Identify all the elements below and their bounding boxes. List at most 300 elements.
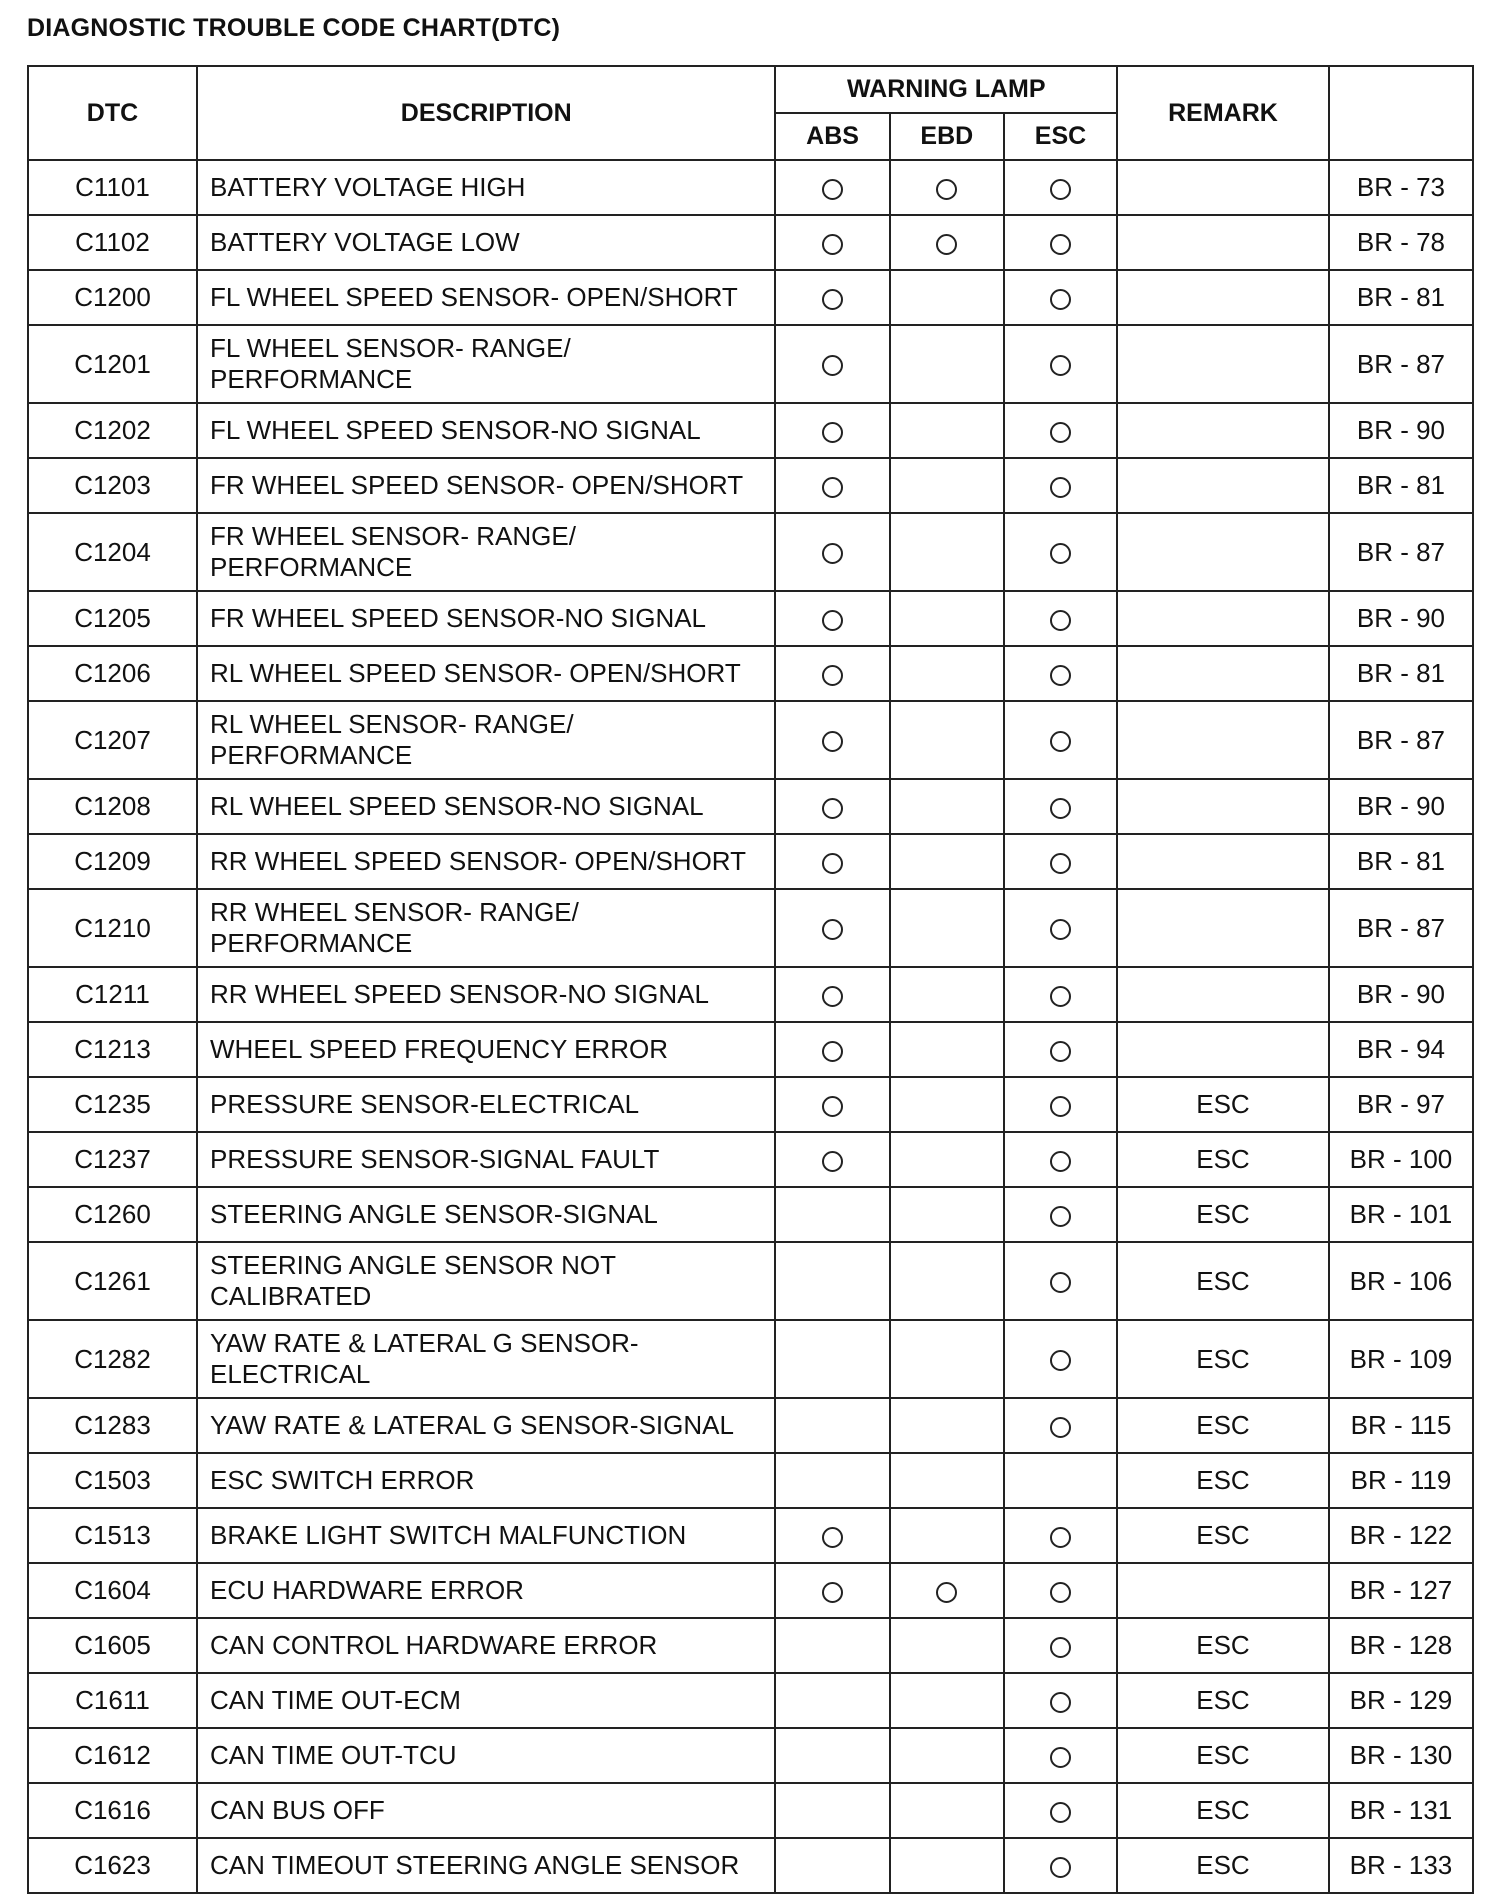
- circle-mark-icon: [822, 986, 843, 1007]
- lamp-esc-cell: [1004, 1187, 1117, 1242]
- circle-mark-icon: [1050, 1206, 1071, 1227]
- lamp-ebd-cell: [890, 834, 1004, 889]
- lamp-ebd-cell: [890, 1187, 1004, 1242]
- circle-mark-icon: [1050, 477, 1071, 498]
- remark-cell: [1117, 779, 1329, 834]
- header-reference: [1329, 66, 1473, 160]
- description-line: BATTERY VOLTAGE HIGH: [210, 172, 526, 202]
- dtc-code-cell: C1102: [28, 215, 197, 270]
- remark-cell: [1117, 513, 1329, 591]
- circle-mark-icon: [822, 731, 843, 752]
- dtc-code-cell: C1200: [28, 270, 197, 325]
- description-line: STEERING ANGLE SENSOR NOT: [210, 1250, 616, 1280]
- remark-cell: [1117, 160, 1329, 215]
- dtc-code-cell: C1207: [28, 701, 197, 779]
- description-cell: [197, 1728, 775, 1783]
- lamp-abs-cell: [775, 1022, 889, 1077]
- lamp-ebd-cell: [890, 1508, 1004, 1563]
- description-cell: [197, 215, 775, 270]
- page-reference-cell: BR - 133: [1329, 1838, 1473, 1893]
- lamp-abs-cell: [775, 1187, 889, 1242]
- description-line: ECU HARDWARE ERROR: [210, 1575, 524, 1605]
- description-line: FR WHEEL SPEED SENSOR- OPEN/SHORT: [210, 470, 744, 500]
- header-abs: ABS: [775, 113, 889, 160]
- description-cell: [197, 513, 775, 591]
- circle-mark-icon: [936, 179, 957, 200]
- lamp-abs-cell: [775, 1838, 889, 1893]
- page-reference-cell: BR - 106: [1329, 1242, 1473, 1320]
- table-row: [28, 1132, 1473, 1187]
- description-cell: [197, 1838, 775, 1893]
- lamp-abs-cell: [775, 646, 889, 701]
- page-reference-cell: BR - 87: [1329, 701, 1473, 779]
- dtc-code-cell: C1611: [28, 1673, 197, 1728]
- remark-cell: [1117, 403, 1329, 458]
- circle-mark-icon: [1050, 1151, 1071, 1172]
- description-line: FL WHEEL SPEED SENSOR- OPEN/SHORT: [210, 282, 738, 312]
- description-cell: [197, 646, 775, 701]
- description-line: WHEEL SPEED FREQUENCY ERROR: [210, 1034, 668, 1064]
- document-title: DIAGNOSTIC TROUBLE CODE CHART(DTC): [27, 14, 561, 42]
- lamp-abs-cell: [775, 1673, 889, 1728]
- remark-cell: [1117, 1022, 1329, 1077]
- description-cell: [197, 1320, 775, 1398]
- lamp-esc-cell: [1004, 403, 1117, 458]
- description-line: RR WHEEL SPEED SENSOR-NO SIGNAL: [210, 979, 709, 1009]
- lamp-esc-cell: [1004, 1673, 1117, 1728]
- lamp-esc-cell: [1004, 834, 1117, 889]
- lamp-ebd-cell: [890, 591, 1004, 646]
- lamp-ebd-cell: [890, 1838, 1004, 1893]
- page-reference-cell: BR - 87: [1329, 513, 1473, 591]
- lamp-esc-cell: [1004, 325, 1117, 403]
- lamp-ebd-cell: [890, 1320, 1004, 1398]
- description-cell: [197, 1242, 775, 1320]
- description-cell: [197, 1077, 775, 1132]
- table-row: [28, 646, 1473, 701]
- lamp-ebd-cell: [890, 1022, 1004, 1077]
- description-cell: [197, 325, 775, 403]
- lamp-ebd-cell: [890, 513, 1004, 591]
- circle-mark-icon: [1050, 1802, 1071, 1823]
- circle-mark-icon: [1050, 1272, 1071, 1293]
- lamp-abs-cell: [775, 701, 889, 779]
- dtc-code-cell: C1623: [28, 1838, 197, 1893]
- table-row: [28, 1453, 1473, 1508]
- lamp-abs-cell: [775, 1618, 889, 1673]
- description-line: RR WHEEL SENSOR- RANGE/: [210, 897, 579, 927]
- dtc-code-cell: C1282: [28, 1320, 197, 1398]
- circle-mark-icon: [822, 919, 843, 940]
- circle-mark-icon: [1050, 610, 1071, 631]
- lamp-esc-cell: [1004, 1132, 1117, 1187]
- lamp-ebd-cell: [890, 1728, 1004, 1783]
- description-cell: [197, 403, 775, 458]
- description-cell: [197, 1132, 775, 1187]
- lamp-ebd-cell: [890, 1673, 1004, 1728]
- description-cell: [197, 1673, 775, 1728]
- dtc-code-cell: C1605: [28, 1618, 197, 1673]
- circle-mark-icon: [822, 289, 843, 310]
- lamp-esc-cell: [1004, 779, 1117, 834]
- lamp-esc-cell: [1004, 1398, 1117, 1453]
- remark-cell: ESC: [1117, 1077, 1329, 1132]
- lamp-abs-cell: [775, 591, 889, 646]
- description-line: FR WHEEL SENSOR- RANGE/: [210, 521, 576, 551]
- circle-mark-icon: [1050, 1096, 1071, 1117]
- description-line: CAN BUS OFF: [210, 1795, 385, 1825]
- table-row: [28, 1563, 1473, 1618]
- lamp-abs-cell: [775, 834, 889, 889]
- table-row: [28, 1508, 1473, 1563]
- dtc-code-cell: C1201: [28, 325, 197, 403]
- lamp-esc-cell: [1004, 160, 1117, 215]
- lamp-ebd-cell: [890, 779, 1004, 834]
- remark-cell: [1117, 325, 1329, 403]
- description-cell: [197, 591, 775, 646]
- description-line: PERFORMANCE: [210, 928, 413, 958]
- dtc-code-cell: C1604: [28, 1563, 197, 1618]
- lamp-esc-cell: [1004, 591, 1117, 646]
- dtc-code-cell: C1616: [28, 1783, 197, 1838]
- description-line: BRAKE LIGHT SWITCH MALFUNCTION: [210, 1520, 687, 1550]
- remark-cell: [1117, 889, 1329, 967]
- lamp-esc-cell: [1004, 1783, 1117, 1838]
- page-reference-cell: BR - 87: [1329, 889, 1473, 967]
- dtc-code-cell: C1260: [28, 1187, 197, 1242]
- circle-mark-icon: [822, 234, 843, 255]
- lamp-ebd-cell: [890, 1453, 1004, 1508]
- header-remark: REMARK: [1117, 66, 1329, 160]
- description-line: YAW RATE & LATERAL G SENSOR-: [210, 1328, 639, 1358]
- description-line: STEERING ANGLE SENSOR-SIGNAL: [210, 1199, 658, 1229]
- dtc-code-cell: C1213: [28, 1022, 197, 1077]
- description-cell: [197, 889, 775, 967]
- page-reference-cell: BR - 87: [1329, 325, 1473, 403]
- page-reference-cell: BR - 81: [1329, 458, 1473, 513]
- description-line: ELECTRICAL: [210, 1359, 371, 1389]
- remark-cell: [1117, 834, 1329, 889]
- description-cell: [197, 1022, 775, 1077]
- lamp-abs-cell: [775, 1320, 889, 1398]
- lamp-abs-cell: [775, 1728, 889, 1783]
- lamp-esc-cell: [1004, 1508, 1117, 1563]
- lamp-abs-cell: [775, 967, 889, 1022]
- header-ebd: EBD: [890, 113, 1004, 160]
- remark-cell: [1117, 701, 1329, 779]
- table-row: [28, 1783, 1473, 1838]
- remark-cell: [1117, 646, 1329, 701]
- description-cell: [197, 1563, 775, 1618]
- description-line: YAW RATE & LATERAL G SENSOR-SIGNAL: [210, 1410, 734, 1440]
- circle-mark-icon: [1050, 179, 1071, 200]
- dtc-code-cell: C1209: [28, 834, 197, 889]
- lamp-abs-cell: [775, 513, 889, 591]
- description-cell: [197, 779, 775, 834]
- description-cell: [197, 270, 775, 325]
- table-row: [28, 591, 1473, 646]
- dtc-code-cell: C1503: [28, 1453, 197, 1508]
- lamp-esc-cell: [1004, 458, 1117, 513]
- page-reference-cell: BR - 131: [1329, 1783, 1473, 1838]
- table-row: [28, 889, 1473, 967]
- circle-mark-icon: [1050, 1747, 1071, 1768]
- description-line: FR WHEEL SPEED SENSOR-NO SIGNAL: [210, 603, 707, 633]
- table-row: [28, 1728, 1473, 1783]
- page-reference-cell: BR - 90: [1329, 591, 1473, 646]
- page-reference-cell: BR - 100: [1329, 1132, 1473, 1187]
- lamp-ebd-cell: [890, 1242, 1004, 1320]
- circle-mark-icon: [1050, 986, 1071, 1007]
- table-row: [28, 967, 1473, 1022]
- page-reference-cell: BR - 81: [1329, 834, 1473, 889]
- remark-cell: ESC: [1117, 1398, 1329, 1453]
- dtc-code-cell: C1210: [28, 889, 197, 967]
- remark-cell: [1117, 1563, 1329, 1618]
- circle-mark-icon: [1050, 731, 1071, 752]
- table-row: [28, 1022, 1473, 1077]
- page-reference-cell: BR - 128: [1329, 1618, 1473, 1673]
- lamp-ebd-cell: [890, 1398, 1004, 1453]
- dtc-code-cell: C1202: [28, 403, 197, 458]
- remark-cell: [1117, 270, 1329, 325]
- description-line: CAN TIME OUT-TCU: [210, 1740, 457, 1770]
- lamp-abs-cell: [775, 1508, 889, 1563]
- circle-mark-icon: [1050, 665, 1071, 686]
- remark-cell: [1117, 591, 1329, 646]
- page-reference-cell: BR - 81: [1329, 270, 1473, 325]
- description-line: BATTERY VOLTAGE LOW: [210, 227, 520, 257]
- circle-mark-icon: [822, 610, 843, 631]
- table-row: [28, 1673, 1473, 1728]
- circle-mark-icon: [1050, 1692, 1071, 1713]
- lamp-abs-cell: [775, 403, 889, 458]
- description-cell: [197, 1508, 775, 1563]
- lamp-esc-cell: [1004, 1320, 1117, 1398]
- lamp-abs-cell: [775, 270, 889, 325]
- circle-mark-icon: [822, 543, 843, 564]
- circle-mark-icon: [1050, 1582, 1071, 1603]
- remark-cell: ESC: [1117, 1728, 1329, 1783]
- lamp-ebd-cell: [890, 215, 1004, 270]
- circle-mark-icon: [822, 1096, 843, 1117]
- circle-mark-icon: [822, 798, 843, 819]
- lamp-abs-cell: [775, 1563, 889, 1618]
- lamp-ebd-cell: [890, 1563, 1004, 1618]
- lamp-esc-cell: [1004, 1453, 1117, 1508]
- lamp-abs-cell: [775, 215, 889, 270]
- description-line: RL WHEEL SPEED SENSOR-NO SIGNAL: [210, 791, 704, 821]
- header-description: DESCRIPTION: [197, 66, 775, 160]
- table-row: [28, 458, 1473, 513]
- dtc-code-cell: C1237: [28, 1132, 197, 1187]
- remark-cell: ESC: [1117, 1618, 1329, 1673]
- table-row: [28, 270, 1473, 325]
- lamp-ebd-cell: [890, 1132, 1004, 1187]
- description-line: PRESSURE SENSOR-ELECTRICAL: [210, 1089, 640, 1119]
- lamp-esc-cell: [1004, 1618, 1117, 1673]
- lamp-abs-cell: [775, 160, 889, 215]
- circle-mark-icon: [822, 1151, 843, 1172]
- lamp-ebd-cell: [890, 889, 1004, 967]
- description-line: RL WHEEL SENSOR- RANGE/: [210, 709, 574, 739]
- lamp-esc-cell: [1004, 967, 1117, 1022]
- remark-cell: ESC: [1117, 1783, 1329, 1838]
- lamp-abs-cell: [775, 1242, 889, 1320]
- description-cell: [197, 1398, 775, 1453]
- circle-mark-icon: [822, 355, 843, 376]
- remark-cell: ESC: [1117, 1242, 1329, 1320]
- page-reference-cell: BR - 90: [1329, 779, 1473, 834]
- dtc-chart-table: [27, 65, 1474, 1894]
- dtc-code-cell: C1211: [28, 967, 197, 1022]
- lamp-abs-cell: [775, 1398, 889, 1453]
- lamp-abs-cell: [775, 779, 889, 834]
- circle-mark-icon: [1050, 1637, 1071, 1658]
- lamp-esc-cell: [1004, 1838, 1117, 1893]
- remark-cell: ESC: [1117, 1187, 1329, 1242]
- table-row: [28, 779, 1473, 834]
- description-line: PERFORMANCE: [210, 740, 413, 770]
- lamp-ebd-cell: [890, 270, 1004, 325]
- description-line: ESC SWITCH ERROR: [210, 1465, 475, 1495]
- lamp-ebd-cell: [890, 701, 1004, 779]
- page-reference-cell: BR - 78: [1329, 215, 1473, 270]
- lamp-esc-cell: [1004, 1728, 1117, 1783]
- dtc-code-cell: C1206: [28, 646, 197, 701]
- circle-mark-icon: [822, 1041, 843, 1062]
- lamp-abs-cell: [775, 458, 889, 513]
- page-reference-cell: BR - 81: [1329, 646, 1473, 701]
- description-line: CAN TIME OUT-ECM: [210, 1685, 461, 1715]
- table-row: [28, 1320, 1473, 1398]
- lamp-esc-cell: [1004, 701, 1117, 779]
- lamp-ebd-cell: [890, 1783, 1004, 1838]
- circle-mark-icon: [1050, 543, 1071, 564]
- dtc-code-cell: C1203: [28, 458, 197, 513]
- dtc-code-cell: C1205: [28, 591, 197, 646]
- circle-mark-icon: [1050, 1857, 1071, 1878]
- table-row: [28, 701, 1473, 779]
- description-line: RR WHEEL SPEED SENSOR- OPEN/SHORT: [210, 846, 746, 876]
- remark-cell: ESC: [1117, 1673, 1329, 1728]
- remark-cell: ESC: [1117, 1320, 1329, 1398]
- page-reference-cell: BR - 97: [1329, 1077, 1473, 1132]
- lamp-abs-cell: [775, 1132, 889, 1187]
- page-reference-cell: BR - 109: [1329, 1320, 1473, 1398]
- circle-mark-icon: [936, 1582, 957, 1603]
- table-row: [28, 1398, 1473, 1453]
- circle-mark-icon: [822, 665, 843, 686]
- circle-mark-icon: [1050, 853, 1071, 874]
- table-row: [28, 513, 1473, 591]
- description-line: PERFORMANCE: [210, 364, 413, 394]
- circle-mark-icon: [822, 179, 843, 200]
- page-reference-cell: BR - 129: [1329, 1673, 1473, 1728]
- description-cell: [197, 834, 775, 889]
- table-row: [28, 1838, 1473, 1893]
- dtc-code-cell: C1283: [28, 1398, 197, 1453]
- lamp-esc-cell: [1004, 1022, 1117, 1077]
- page-reference-cell: BR - 101: [1329, 1187, 1473, 1242]
- dtc-table-body: [28, 160, 1473, 1893]
- table-row: [28, 160, 1473, 215]
- circle-mark-icon: [1050, 798, 1071, 819]
- description-cell: [197, 701, 775, 779]
- description-line: FL WHEEL SPEED SENSOR-NO SIGNAL: [210, 415, 701, 445]
- dtc-code-cell: C1204: [28, 513, 197, 591]
- remark-cell: ESC: [1117, 1838, 1329, 1893]
- description-cell: [197, 458, 775, 513]
- page-reference-cell: BR - 94: [1329, 1022, 1473, 1077]
- circle-mark-icon: [1050, 355, 1071, 376]
- description-cell: [197, 1187, 775, 1242]
- dtc-code-cell: C1513: [28, 1508, 197, 1563]
- circle-mark-icon: [936, 234, 957, 255]
- circle-mark-icon: [1050, 1350, 1071, 1371]
- lamp-ebd-cell: [890, 458, 1004, 513]
- page-reference-cell: BR - 90: [1329, 403, 1473, 458]
- circle-mark-icon: [1050, 1041, 1071, 1062]
- dtc-code-cell: C1101: [28, 160, 197, 215]
- lamp-esc-cell: [1004, 1242, 1117, 1320]
- circle-mark-icon: [822, 477, 843, 498]
- lamp-ebd-cell: [890, 1618, 1004, 1673]
- dtc-code-cell: C1208: [28, 779, 197, 834]
- lamp-ebd-cell: [890, 1077, 1004, 1132]
- page-reference-cell: BR - 90: [1329, 967, 1473, 1022]
- circle-mark-icon: [1050, 919, 1071, 940]
- table-row: [28, 403, 1473, 458]
- lamp-abs-cell: [775, 325, 889, 403]
- lamp-abs-cell: [775, 1077, 889, 1132]
- table-row: [28, 1618, 1473, 1673]
- page-reference-cell: BR - 130: [1329, 1728, 1473, 1783]
- lamp-esc-cell: [1004, 646, 1117, 701]
- lamp-ebd-cell: [890, 967, 1004, 1022]
- page-reference-cell: BR - 119: [1329, 1453, 1473, 1508]
- table-row: [28, 325, 1473, 403]
- remark-cell: [1117, 215, 1329, 270]
- description-line: RL WHEEL SPEED SENSOR- OPEN/SHORT: [210, 658, 741, 688]
- remark-cell: ESC: [1117, 1132, 1329, 1187]
- lamp-abs-cell: [775, 1783, 889, 1838]
- table-row: [28, 215, 1473, 270]
- lamp-esc-cell: [1004, 215, 1117, 270]
- description-cell: [197, 1783, 775, 1838]
- circle-mark-icon: [1050, 1417, 1071, 1438]
- description-cell: [197, 967, 775, 1022]
- description-cell: [197, 1453, 775, 1508]
- lamp-ebd-cell: [890, 646, 1004, 701]
- header-warning-lamp: WARNING LAMP: [775, 66, 1117, 113]
- lamp-abs-cell: [775, 889, 889, 967]
- dtc-code-cell: C1235: [28, 1077, 197, 1132]
- lamp-esc-cell: [1004, 1077, 1117, 1132]
- description-line: PERFORMANCE: [210, 552, 413, 582]
- header-esc: ESC: [1004, 113, 1117, 160]
- dtc-code-cell: C1612: [28, 1728, 197, 1783]
- page-reference-cell: BR - 73: [1329, 160, 1473, 215]
- description-line: PRESSURE SENSOR-SIGNAL FAULT: [210, 1144, 660, 1174]
- description-line: CAN CONTROL HARDWARE ERROR: [210, 1630, 658, 1660]
- lamp-ebd-cell: [890, 403, 1004, 458]
- circle-mark-icon: [1050, 1527, 1071, 1548]
- header-dtc: DTC: [28, 66, 197, 160]
- remark-cell: ESC: [1117, 1508, 1329, 1563]
- table-row: [28, 834, 1473, 889]
- description-line: CAN TIMEOUT STEERING ANGLE SENSOR: [210, 1850, 740, 1880]
